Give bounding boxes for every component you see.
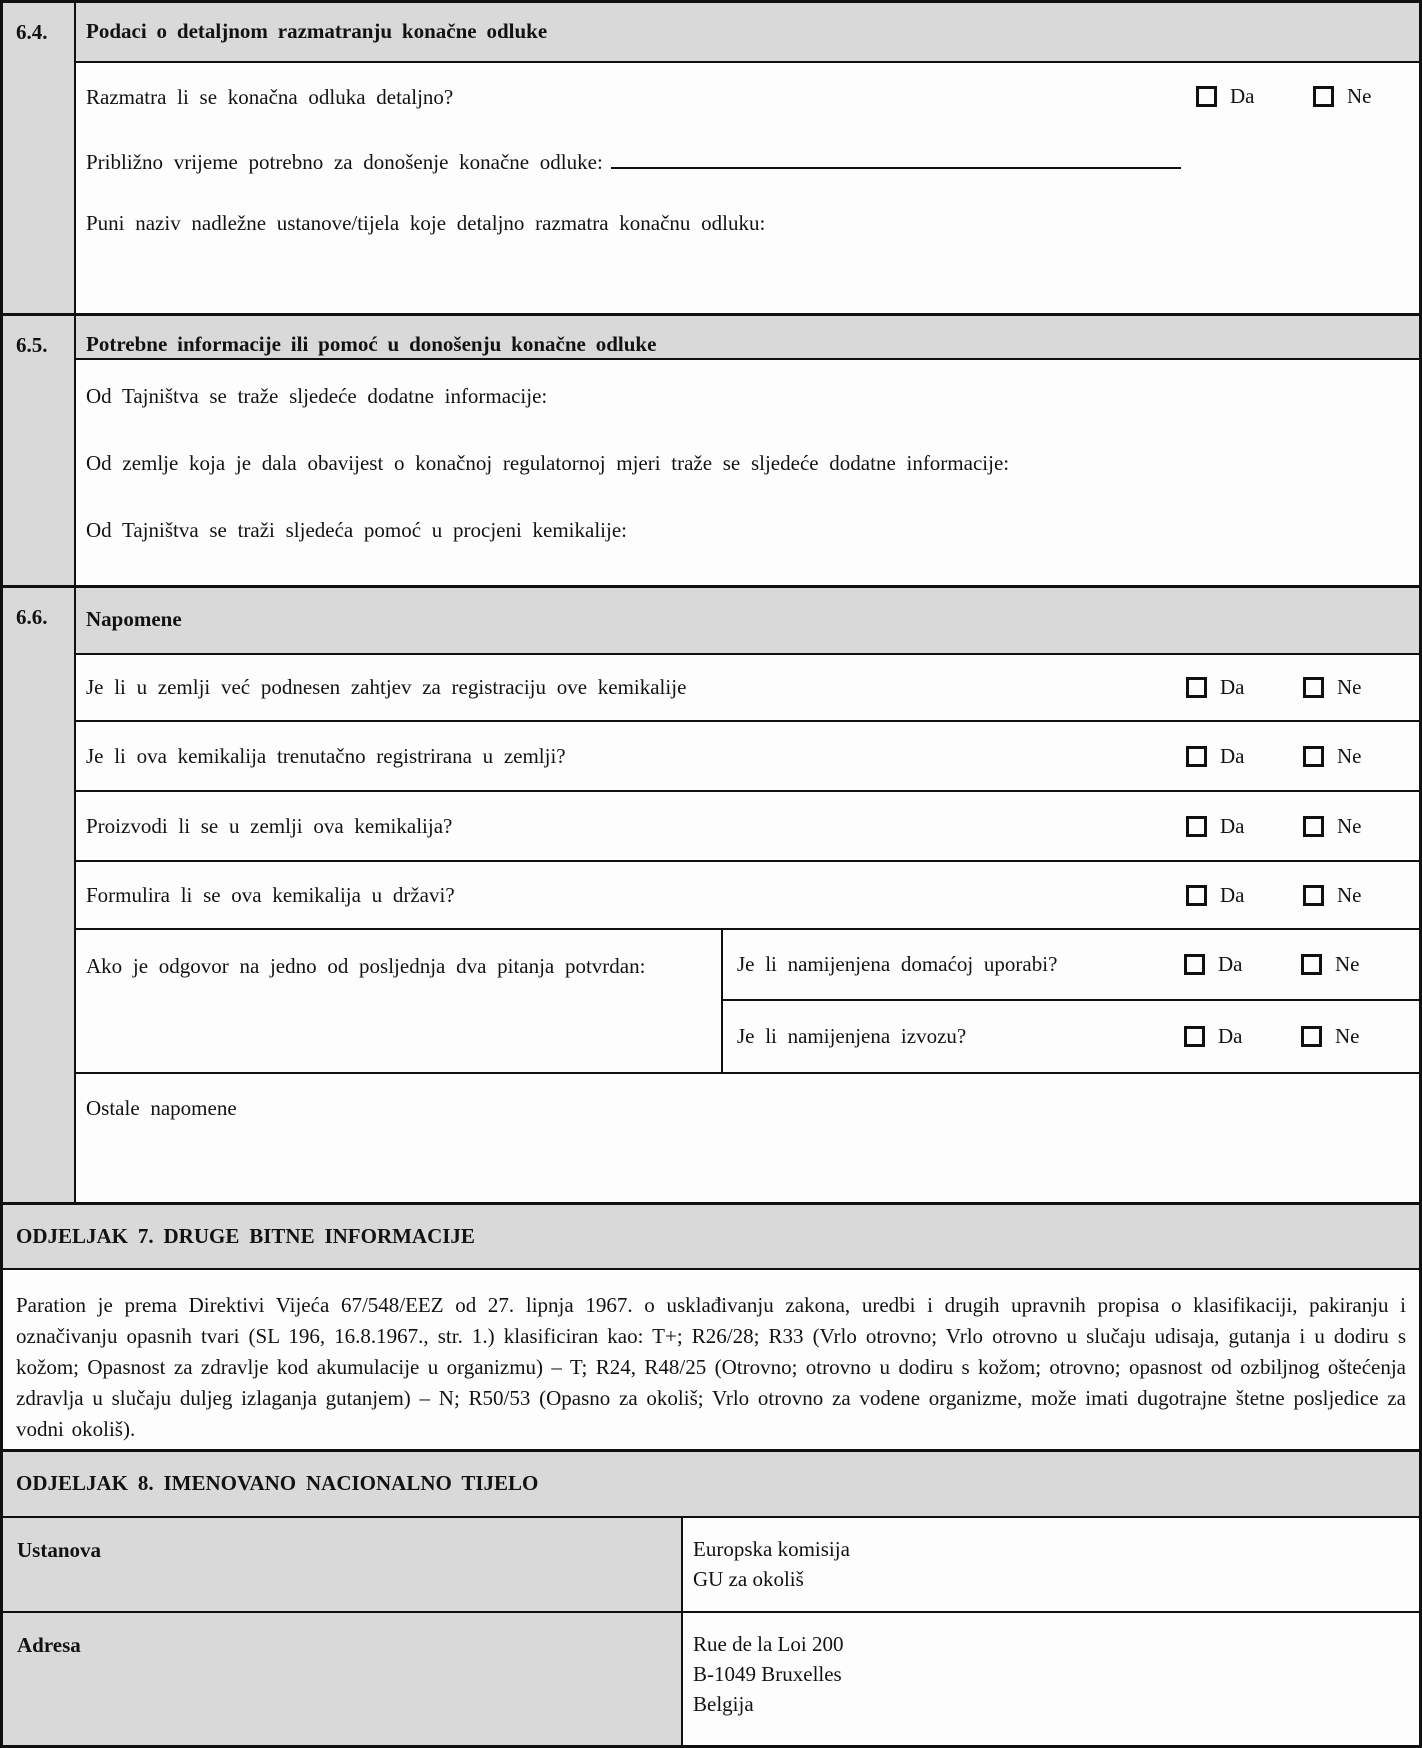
checkbox-da[interactable]: [1186, 816, 1207, 837]
yes-option: [1186, 814, 1245, 839]
checkbox-da[interactable]: [1184, 1026, 1205, 1047]
value-line: Europska komisija: [693, 1537, 850, 1561]
section-title: Podaci o detaljnom razmatranju konačne odluke: [76, 3, 1419, 63]
checkbox-ne-label: Ne: [1337, 675, 1362, 699]
checkbox-da-label: Da: [1230, 84, 1255, 108]
question-row-registration-requested: [76, 655, 1419, 722]
checkbox-ne-label: Ne: [1337, 813, 1362, 838]
checkbox-da-label: Da: [1220, 743, 1245, 768]
checkbox-ne-label: Ne: [1337, 743, 1362, 768]
yes-option: [1186, 883, 1245, 908]
no-option: [1313, 84, 1372, 109]
question-row-approx-time: [86, 150, 1409, 175]
row-value: [683, 1613, 1419, 1745]
section-6-4: [3, 3, 1419, 316]
no-option: [1303, 883, 1362, 908]
question-label: Je li ova kemikalija trenutačno registrirana u zemlji?: [86, 743, 566, 768]
checkbox-ne[interactable]: [1303, 885, 1324, 906]
checkbox-ne-label: Ne: [1337, 882, 1362, 907]
checkbox-da-label: Da: [1220, 882, 1245, 907]
question-row-institution-name: [86, 211, 1409, 236]
checkbox-ne-label: Ne: [1335, 952, 1360, 976]
value-line: GU za okoliš: [693, 1567, 804, 1591]
checkbox-da[interactable]: [1186, 746, 1207, 767]
no-option: [1301, 952, 1360, 977]
conditional-label: Ako je odgovor na jedno od posljednja dva pitanja potvrdan:: [86, 954, 646, 978]
checkbox-ne[interactable]: [1301, 1026, 1322, 1047]
value-line: Belgija: [693, 1692, 754, 1716]
yes-option: [1184, 1024, 1243, 1049]
section-7-title: ODJELJAK 7. DRUGE BITNE INFORMACIJE: [3, 1205, 1419, 1270]
question-label: Je li u zemlji već podnesen zahtjev za registraciju ove kemikalije: [86, 675, 687, 699]
question-row-produced-in-country: [76, 792, 1419, 862]
section-number: 6.5.: [3, 316, 76, 585]
question-row-export: [723, 1001, 1419, 1072]
question-label: Je li namijenjena izvozu?: [737, 1024, 967, 1048]
other-notes-cell: [76, 1074, 1419, 1202]
info-request-secretariat: Od Tajništva se traže sljedeće dodatne informacije:: [86, 384, 548, 408]
yes-option: [1184, 952, 1243, 977]
section-8-title: ODJELJAK 8. IMENOVANO NACIONALNO TIJELO: [3, 1452, 1419, 1518]
checkbox-da[interactable]: [1186, 885, 1207, 906]
yes-option: [1196, 84, 1255, 109]
question-label: Je li namijenjena domaćoj uporabi?: [737, 952, 1058, 976]
table-row-address: [3, 1613, 1419, 1745]
info-request-notifying-country: Od zemlje koja je dala obavijest o konačnoj regulatornoj mjeri traže se sljedeće dodatne informacije:: [86, 451, 1010, 475]
checkbox-ne[interactable]: [1303, 816, 1324, 837]
no-option: [1303, 814, 1362, 839]
checkbox-da[interactable]: [1184, 954, 1205, 975]
row-value: [683, 1518, 1419, 1611]
conditional-questions-table: [76, 930, 1419, 1074]
section-number: 6.6.: [3, 588, 76, 1202]
checkbox-ne[interactable]: [1303, 746, 1324, 767]
section-7-paragraph: Paration je prema Direktivi Vijeća 67/548/EEZ od 27. lipnja 1967. o usklađivanju zakona, uredbi i drugih upravnih propisa o klasifikaciji, pakiranju i označivanju opasnih tvari (SL 196, 16.8.1967., str. 1.) klasificiran kao: T+; R26/28; R33 (Vrlo otrovno; Vrlo otrovno u slučaju udisaja, gutanja i u dodiru s kožom; Opasnost za zdravlje kod akumulacije u organizmu) – T; R24, R48/25 (Otrovno; otrovno u dodiru s kožom; otrovno; opasnost od ozbiljnog oštećenja zdravlja u slučaju duljeg izlaganja gutanjem) – N; R50/53 (Opasno za okoliš; Vrlo otrovno za vodene organizme, može imati dugotrajne štetne posljedice za vodni okoliš).: [3, 1270, 1419, 1452]
yes-option: [1186, 675, 1245, 700]
checkbox-da-label: Da: [1218, 1024, 1243, 1048]
checkbox-ne-label: Ne: [1347, 84, 1372, 108]
checkbox-da[interactable]: [1196, 86, 1217, 107]
question-label: Puni naziv nadležne ustanove/tijela koje detaljno razmatra konačnu odluku:: [86, 211, 766, 235]
checkbox-da-label: Da: [1218, 952, 1243, 976]
approx-time-fill-line[interactable]: [611, 155, 1181, 169]
no-option: [1301, 1024, 1360, 1049]
section-6-6: [3, 588, 1419, 1205]
other-notes-label: Ostale napomene: [86, 1096, 237, 1120]
question-label: Proizvodi li se u zemlji ova kemikalija?: [86, 813, 453, 838]
assistance-request-secretariat: Od Tajništva se traži sljedeća pomoć u procjeni kemikalije:: [86, 518, 627, 542]
question-label: Formulira li se ova kemikalija u državi?: [86, 882, 455, 907]
value-line: Rue de la Loi 200: [693, 1632, 844, 1656]
no-option: [1303, 675, 1362, 700]
question-label: Približno vrijeme potrebno za donošenje konačne odluke:: [86, 150, 603, 174]
section-6-5: [3, 316, 1419, 588]
checkbox-ne[interactable]: [1313, 86, 1334, 107]
question-label: Razmatra li se konačna odluka detaljno?: [86, 85, 454, 109]
section-number: 6.4.: [3, 3, 76, 313]
table-row-institution: [3, 1518, 1419, 1613]
no-option: [1303, 744, 1362, 769]
row-label: Ustanova: [3, 1518, 683, 1611]
checkbox-ne[interactable]: [1301, 954, 1322, 975]
checkbox-ne-label: Ne: [1335, 1024, 1360, 1048]
section-title: Napomene: [76, 588, 1419, 655]
question-row-detailed-consideration: [86, 85, 1409, 110]
question-row-formulated-in-country: [76, 862, 1419, 930]
section-title: Potrebne informacije ili pomoć u donošenju konačne odluke: [76, 316, 1419, 360]
question-row-currently-registered: [76, 722, 1419, 792]
checkbox-da[interactable]: [1186, 677, 1207, 698]
checkbox-ne[interactable]: [1303, 677, 1324, 698]
checkbox-da-label: Da: [1220, 813, 1245, 838]
yes-option: [1186, 744, 1245, 769]
row-label: Adresa: [3, 1613, 683, 1745]
checkbox-da-label: Da: [1220, 675, 1245, 699]
value-line: B-1049 Bruxelles: [693, 1662, 842, 1686]
question-row-domestic-use: [723, 930, 1419, 1001]
